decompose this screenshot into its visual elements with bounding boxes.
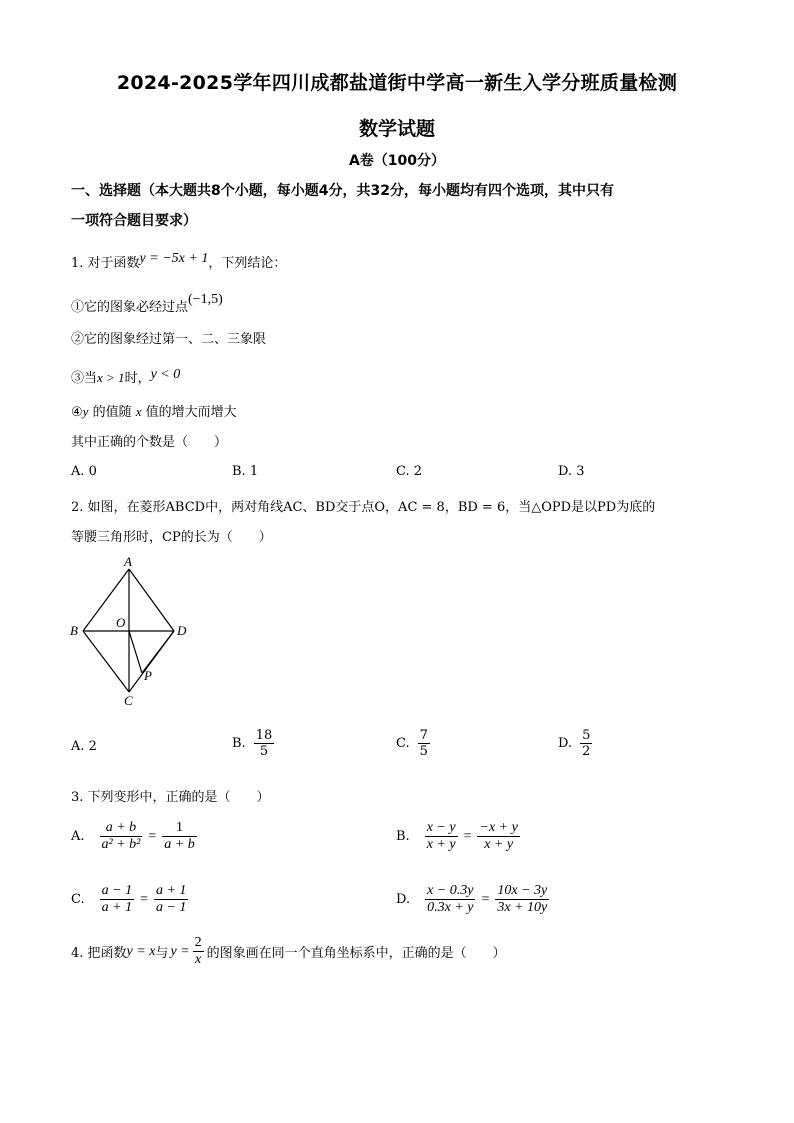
q1-s3-result: y < 0 (150, 367, 181, 382)
q3-option-c-equation: $\frac{a - 1}{a + 1}$ = $\frac{a + 1}{a - 1}$ (101, 883, 187, 915)
segment-dp (142, 631, 174, 673)
q1-option-b: B. 1 (232, 464, 259, 479)
q2-option-d-den: 2 (582, 744, 591, 759)
q1-statement-3 (71, 367, 180, 387)
q4-stem (71, 935, 506, 968)
q2-option-c (396, 728, 433, 759)
q2-option-d (558, 728, 595, 759)
q2-option-b-label: B. (232, 736, 246, 751)
q1-stem (71, 252, 286, 272)
q3-option-a-equation: $\frac{a + b}{\text{a² + b²}}$ = $\frac{1}{a + b}$ (101, 820, 195, 852)
q3-b-right (477, 820, 519, 853)
q1-option-a: A. 0 (71, 464, 97, 479)
part-label: A卷（100分） (348, 153, 446, 169)
q1-s4-mid: 的值随 (88, 405, 136, 420)
q3-b-left-den: x + y (426, 837, 456, 852)
q3-c-left-num: a − 1 (101, 883, 133, 898)
q3-d-left-num: x − 0.3y (427, 883, 474, 898)
q4-post: 的图象画在同一个直角坐标系中，正确的是（ ） (206, 946, 506, 961)
label-a: A (124, 554, 132, 569)
q2-option-c-fraction (418, 728, 430, 759)
q2-option-c-den: 5 (419, 744, 428, 759)
exam-title: 2024-2025学年四川成都盐道街中学高一新生入学分班质量检测 (116, 72, 678, 94)
q2-option-d-fraction (580, 728, 592, 759)
q3-a-right-num: 1 (162, 820, 196, 837)
q3-stem: 3. 下列变形中，正确的是（ ） (71, 790, 270, 805)
q3-d-right-num: 10x − 3y (497, 883, 548, 898)
q4-f2-num: 2 (194, 935, 202, 950)
q1-function: y = −5x + 1 (139, 251, 209, 266)
q3-d-left-den: 0.3x + y (427, 900, 474, 915)
edge-bc (83, 631, 129, 692)
q2-option-b-den: 5 (259, 744, 269, 759)
q3-d-left (425, 883, 475, 916)
q4-f2-den: x (195, 952, 202, 967)
q2-option-a: A. 2 (71, 739, 97, 754)
q4-pre: 4. 把函数 (71, 946, 127, 961)
q4-function-2-fraction (193, 935, 204, 968)
q4-mid: 与 (155, 946, 169, 961)
q2-stem-line2: 等腰三角形时，CP的长为（ ） (71, 530, 272, 545)
label-d: D (177, 623, 187, 638)
q3-option-d (396, 883, 552, 916)
q3-option-c (71, 883, 191, 916)
q1-ask: 其中正确的个数是（ ） (71, 435, 228, 450)
q3-option-b-label: B. (396, 829, 410, 844)
q1-s1-point: (−1,5) (188, 292, 223, 307)
q1-statement-4 (71, 401, 237, 420)
exam-subtitle: 数学试题 (358, 118, 435, 140)
q1-s1-text: ①它的图象必经过点 (71, 300, 189, 315)
q4-function-2-lhs: y = (170, 943, 190, 959)
q3-option-c-label: C. (71, 892, 85, 907)
q2-stem-line1: 2. 如图，在菱形ABCD中，两对角线AC、BD交于点O，AC = 8，BD = 6，当△OPD是以PD为底的 (71, 500, 656, 515)
q2-option-d-label: D. (558, 736, 573, 751)
q2-option-c-label: C. (396, 736, 410, 751)
segment-op (129, 631, 142, 673)
q3-c-right-den: a − 1 (155, 900, 187, 915)
q3-d-right (495, 883, 549, 916)
q3-option-b (396, 820, 523, 853)
q1-s4-y: y (82, 404, 89, 419)
q3-option-a-label: A. (71, 829, 85, 844)
q1-s3-pre: ③当 (71, 371, 98, 386)
q1-statement-1 (71, 292, 223, 316)
q1-s4-x: x (135, 404, 142, 419)
q3-b-right-num: −x + y (479, 820, 518, 835)
q3-a-right (162, 820, 196, 853)
section-heading-line2: 一项符合题目要求） (71, 213, 197, 229)
q1-s3-mid: 时， (124, 371, 151, 386)
label-b: B (70, 623, 78, 638)
q1-statement-2: ②它的图象经过第一、二、三象限 (71, 332, 267, 347)
section-heading-line1: 一、选择题（本大题共8个小题，每小题4分，共32分，每小题均有四个选项，其中只有 (71, 183, 614, 199)
label-c: C (124, 693, 133, 708)
section-heading (71, 176, 721, 236)
q1-option-d: D. 3 (558, 464, 585, 479)
q3-c-right-num: a + 1 (155, 883, 187, 898)
q3-a-left-num: a + b (100, 820, 143, 837)
q1-s3-cond: x > 1 (97, 370, 125, 385)
q3-c-left-den: a + 1 (101, 900, 133, 915)
q3-option-d-equation: $\frac{x - 0.3y}{0.3x + y}$ = $\frac{10x - 3y}{3x + 10y}$ (427, 883, 548, 915)
q2-option-b (232, 728, 277, 759)
q1-s4-pre: ④ (71, 405, 83, 420)
q3-c-right (154, 883, 188, 916)
q1-stem-pre: 1. 对于函数 (71, 256, 140, 271)
q1-s4-post: 值的增大而增大 (141, 405, 237, 420)
q3-b-left (425, 820, 458, 853)
q3-a-left-den: a² + b² (101, 837, 141, 852)
q3-c-left (100, 883, 134, 916)
q3-a-left (100, 820, 143, 853)
q1-stem-post: ，下列结论： (208, 256, 287, 271)
q2-option-d-num: 5 (582, 728, 591, 743)
q3-option-a (71, 820, 200, 853)
label-p: P (144, 668, 152, 683)
q2-option-b-num: 18 (255, 728, 273, 743)
label-o: O (116, 615, 126, 630)
q3-d-right-den: 3x + 10y (497, 900, 548, 915)
q3-option-d-label: D. (396, 892, 411, 907)
q3-option-b-equation: $\frac{x - y}{x + y}$ = $\frac{-x + y}{x + y}$ (426, 820, 518, 852)
q3-b-left-num: x − y (426, 820, 456, 835)
q1-option-c: C. 2 (396, 464, 423, 479)
edge-ad (129, 569, 174, 631)
q3-a-right-den: a + b (164, 837, 195, 852)
q3-b-right-den: x + y (484, 837, 514, 852)
q4-function-1: y = x (126, 943, 156, 959)
q2-option-b-fraction (254, 728, 275, 759)
rhombus-figure (60, 552, 210, 712)
q2-option-c-num: 7 (419, 728, 428, 743)
